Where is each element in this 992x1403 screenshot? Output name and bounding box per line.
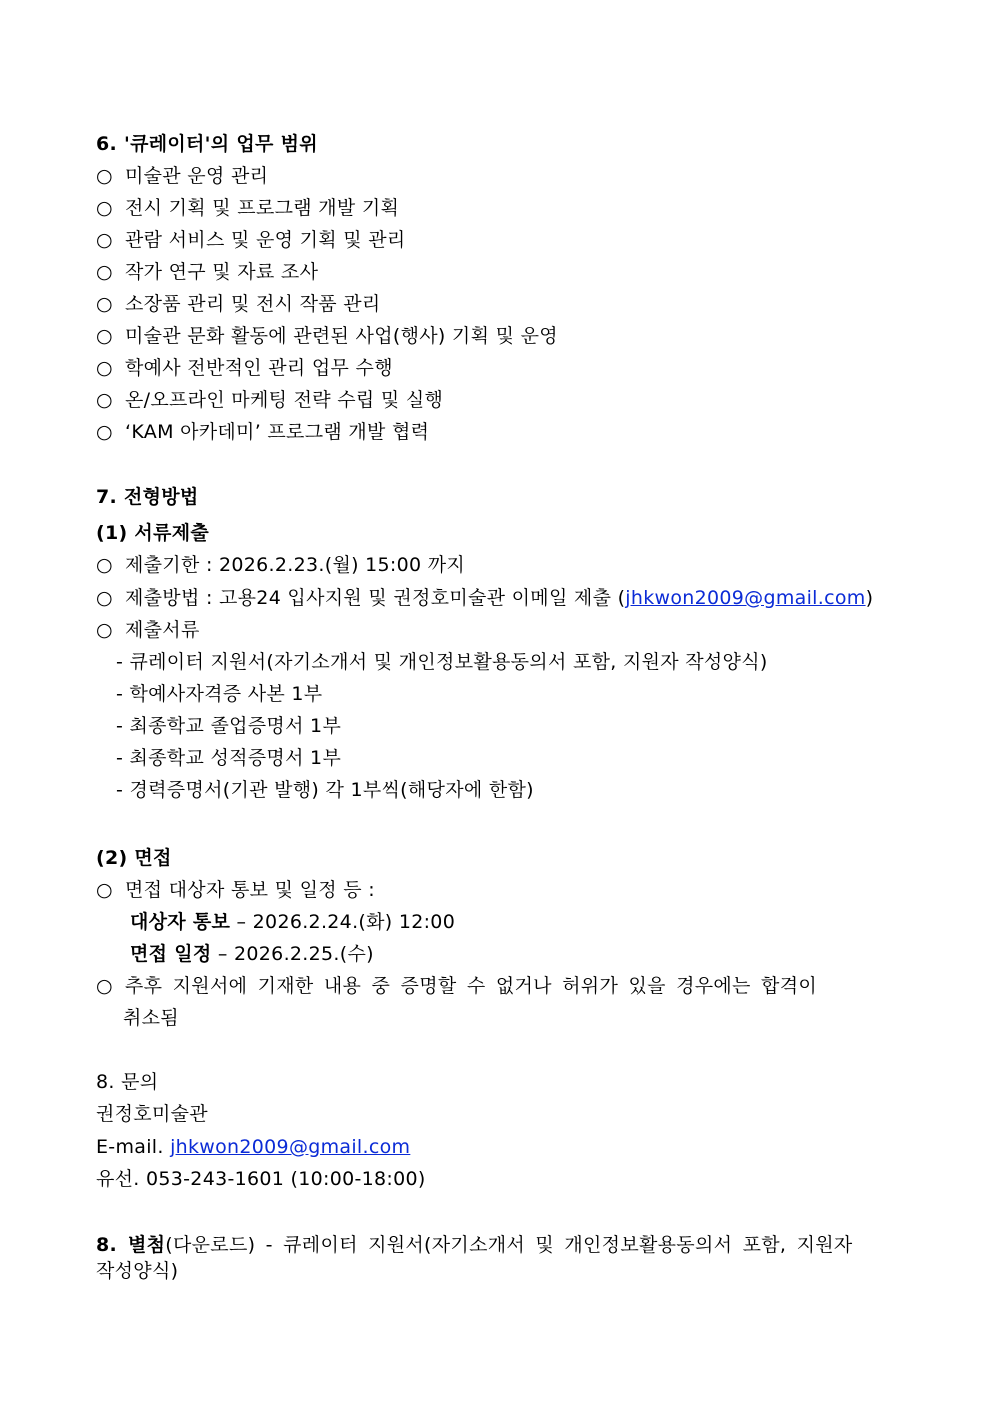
list-item: ○ ‘KAM 아카데미’ 프로그램 개발 협력 [96,421,430,443]
bullet-circle-icon: ○ [96,165,113,187]
list-item: ○ 작가 연구 및 자료 조사 [96,261,319,283]
phone-line: 유선. 053-243-1601 (10:00-18:00) [96,1168,426,1190]
bullet-circle-icon: ○ [96,357,113,379]
notify-line: 대상자 통보 – 2026.2.24.(화) 12:00 [130,911,456,933]
bullet-circle-icon: ○ [96,421,113,443]
list-item: ○ 미술관 문화 활동에 관련된 사업(행사) 기획 및 운영 [96,325,558,347]
bullet-circle-icon: ○ [96,975,113,997]
warning-line: ○ 추후 지원서에 기재한 내용 중 증명할 수 없거나 허위가 있을 경우에는 합격이 [96,975,818,997]
contact-email-link[interactable]: jhkwon2009@gmail.com [170,1136,411,1158]
warning-line-cont: 취소됨 [123,1007,179,1029]
schedule-line: 면접 일정 – 2026.2.25.(수) [130,943,374,965]
interview-subtitle: (2) 면접 [96,847,172,869]
bullet-circle-icon: ○ [96,197,113,219]
schedule-label: 면접 일정 [130,943,212,965]
bullet-circle-icon: ○ [96,325,113,347]
list-item: ○ 전시 기획 및 프로그램 개발 기획 [96,197,400,219]
section7-title: 7. 전형방법 [96,486,199,508]
bullet-circle-icon: ○ [96,229,113,251]
list-item: - 최종학교 졸업증명서 1부 [116,715,342,737]
documents-subtitle: (1) 서류제출 [96,522,210,544]
list-item: ○ 미술관 운영 관리 [96,165,269,187]
list-item: - 큐레이터 지원서(자기소개서 및 개인정보활용동의서 포함, 지원자 작성양식) [116,651,768,673]
docs-label-item: ○ 제출서류 [96,619,200,641]
bullet-circle-icon: ○ [96,389,113,411]
list-item: ○ 소장품 관리 및 전시 작품 관리 [96,293,381,315]
org-name: 권정호미술관 [96,1103,208,1125]
attachment-download-link[interactable]: (다운로드) - 큐레이터 지원서(자기소개서 및 개인정보활용동의서 포함, 지원자 [165,1234,853,1256]
deadline-item: ○ 제출기한 : 2026.2.23.(월) 15:00 까지 [96,554,466,576]
section8-title: 8. 문의 [96,1071,159,1093]
list-item: ○ 관람 서비스 및 운영 기획 및 관리 [96,229,406,251]
bullet-circle-icon: ○ [96,619,113,641]
bullet-circle-icon: ○ [96,261,113,283]
bullet-circle-icon: ○ [96,587,113,609]
bullet-circle-icon: ○ [96,879,113,901]
email-link[interactable]: jhkwon2009@gmail.com [625,587,866,609]
list-item: - 경력증명서(기관 발행) 각 1부씩(해당자에 한함) [116,779,534,801]
attachment-line-cont: 작성양식) [96,1260,179,1282]
attachment-label: 8. 별첨 [96,1234,166,1256]
list-item: ○ 학예사 전반적인 관리 업무 수행 [96,357,393,379]
list-item: ○ 온/오프라인 마케팅 전략 수립 및 실행 [96,389,444,411]
bullet-circle-icon: ○ [96,293,113,315]
section6-title: 6. '큐레이터'의 업무 범위 [96,133,318,155]
list-item: - 학예사자격증 사본 1부 [116,683,323,705]
attachment-line [96,1232,853,1258]
bullet-circle-icon: ○ [96,554,113,576]
interview-notice: ○ 면접 대상자 통보 및 일정 등 : [96,879,375,901]
notify-label: 대상자 통보 [130,911,231,933]
list-item: - 최종학교 성적증명서 1부 [116,747,342,769]
method-item: ○ 제출방법 : 고용24 입사지원 및 권정호미술관 이메일 제출 (jhkwon2009@gmail.com) [96,587,874,609]
email-line: E-mail. jhkwon2009@gmail.com [96,1136,411,1158]
